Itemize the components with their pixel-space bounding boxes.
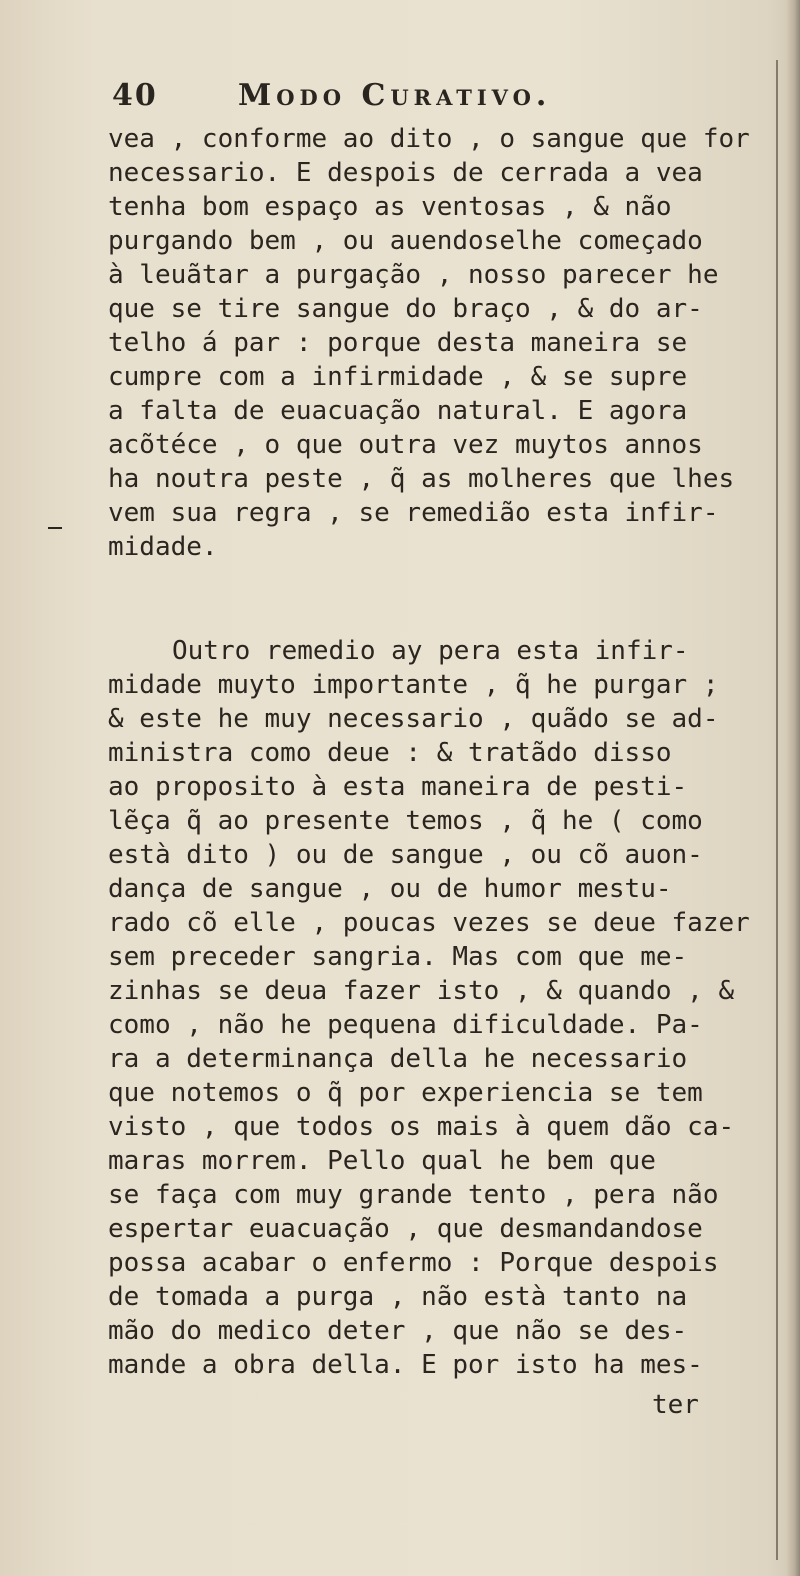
text-line: visto , que todos os mais à quem dão ca- [108,1112,735,1142]
text-line: purgando bem , ou auendoselhe começado [108,226,703,256]
text-line: midade muyto importante , q̃ he purgar ; [108,670,719,700]
text-line: que se tire sangue do braço , & do ar- [108,294,703,324]
running-title: Modo Curativo. [238,78,552,113]
paragraph-2 [108,634,774,1382]
page-number: 40 [112,78,158,113]
text-line: ministra como deue : & tratãdo disso [108,738,672,768]
text-line: que notemos o q̃ por experiencia se tem [108,1078,703,1108]
text-line: vem sua regra , se remedião esta infir- [108,498,719,528]
text-line: sem preceder sangria. Mas com que me- [108,942,688,972]
text-line: tenha bom espaço as ventosas , & não [108,192,672,222]
text-line: se faça com muy grande tento , pera não [108,1180,719,1210]
text-line: mande a obra della. E por isto ha mes- [108,1350,703,1380]
page-header [112,78,712,118]
paragraph-1 [108,122,774,564]
text-line: cumpre com a infirmidade , & se supre [108,362,688,392]
text-line: maras morrem. Pello qual he bem que [108,1146,656,1176]
catchword: ter [652,1390,699,1420]
text-line: dança de sangue , ou de humor mestu- [108,874,672,904]
text-line: lẽça q̃ ao presente temos , q̃ he ( como [108,806,703,836]
text-line: Outro remedio ay pera esta infir- [172,636,689,666]
page-right-edge [786,0,800,1576]
text-line: de tomada a purga , não està tanto na [108,1282,688,1312]
text-line: mão do medico deter , que não se des- [108,1316,688,1346]
text-line: acõtéce , o que outra vez muytos annos [108,430,703,460]
text-line: a falta de euacuação natural. E agora [108,396,688,426]
text-line: & este he muy necessario , quãdo se ad- [108,704,719,734]
text-line: espertar euacuação , que desmandandose [108,1214,703,1244]
margin-mark [48,527,62,529]
text-line: à leuãtar a purgação , nosso parecer he [108,260,719,290]
text-line: ha noutra peste , q̃ as molheres que lhes [108,464,735,494]
page-edge-line [776,60,778,1560]
text-line: zinhas se deua fazer isto , & quando , & [108,976,735,1006]
text-line: telho á par : porque desta maneira se [108,328,688,358]
text-line: rado cõ elle , poucas vezes se deue fazer [108,908,750,938]
text-line: necessario. E despois de cerrada a vea [108,158,703,188]
text-line: ra a determinança della he necessario [108,1044,688,1074]
text-line: està dito ) ou de sangue , ou cõ auon- [108,840,703,870]
text-line: midade. [108,532,218,562]
text-line: como , não he pequena dificuldade. Pa- [108,1010,703,1040]
body-text [108,122,774,1382]
text-line: vea , conforme ao dito , o sangue que for [108,124,750,154]
text-line: ao proposito à esta maneira de pesti- [108,772,688,802]
text-line: possa acabar o enfermo : Porque despois [108,1248,719,1278]
